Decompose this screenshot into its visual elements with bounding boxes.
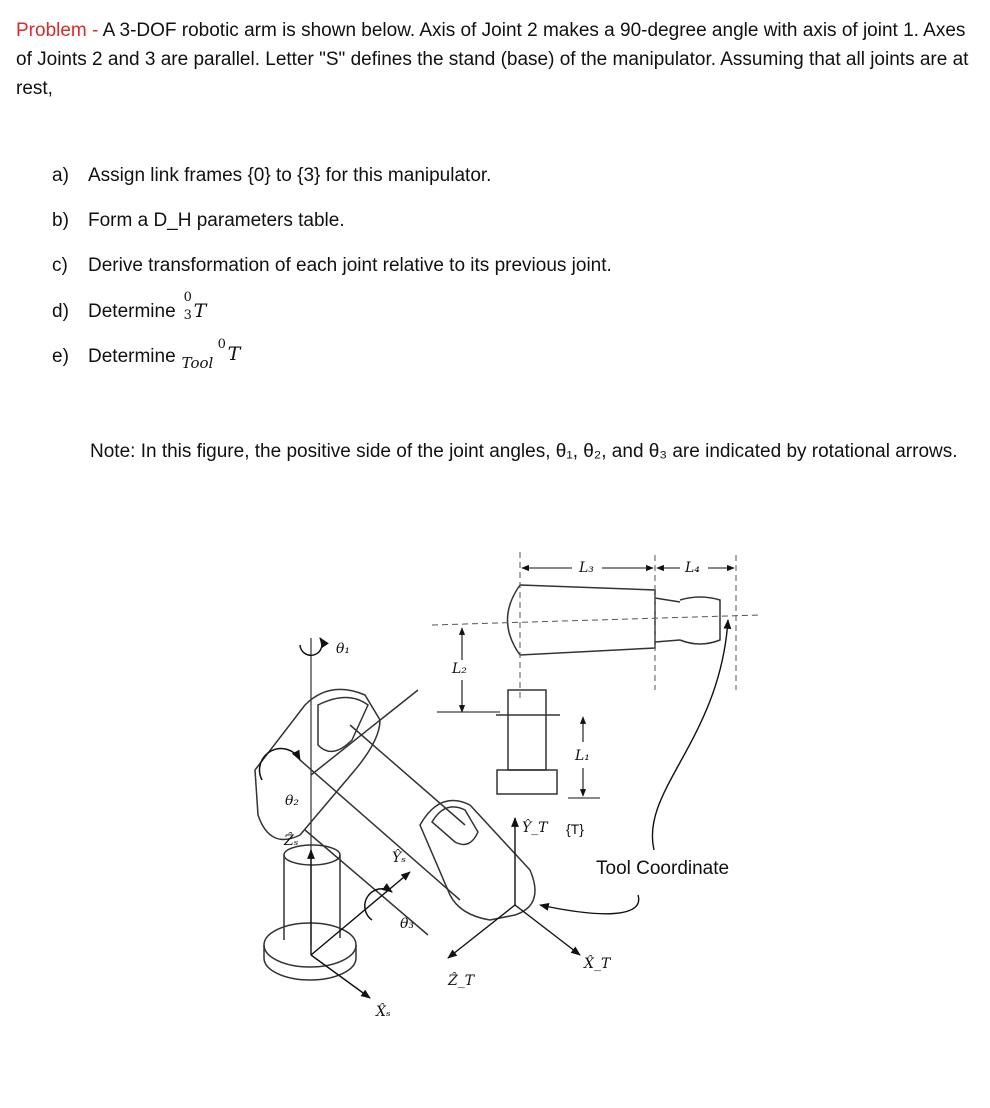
coordinate-axes (311, 818, 580, 998)
theta2-label: θ₂ (285, 793, 300, 809)
XS-label: X̂ₛ (376, 1004, 391, 1020)
task-text: Assign link frames {0} to {3} for this manipulator. (88, 165, 492, 186)
transform-sub: Tool (181, 354, 214, 372)
transform-sub: 3 (183, 308, 192, 323)
T-frame-label: {T} (566, 821, 584, 837)
rotation-arrows (260, 638, 392, 920)
note-text: Note: In this figure, the positive side of the joint angles, θ₁, θ₂, and θ₃ are indicated by rotational arrows. (90, 441, 958, 462)
elbow-face (432, 807, 478, 845)
task-letter: a) (52, 165, 69, 186)
transform-sup: 0 (183, 290, 192, 305)
YT-label: Ŷ_T (522, 820, 548, 836)
tool-leader-lower (540, 895, 639, 914)
transform-sup: 0 (217, 337, 226, 352)
robot-drawing (255, 585, 720, 980)
task-text: Determine (88, 301, 176, 322)
theta3-label: θ₃ (400, 916, 415, 932)
task-text: Determine (88, 346, 176, 367)
task-letter: c) (52, 255, 68, 276)
top-link-joint (655, 598, 680, 602)
forearm-post (508, 690, 546, 770)
L2-label: L₂ (452, 661, 467, 677)
task-letter: b) (52, 210, 69, 231)
transform-T: T (193, 300, 207, 322)
problem-dash: - (86, 20, 103, 41)
base-disk-side (264, 945, 356, 980)
top-link-joint (655, 640, 680, 642)
task-letter: d) (52, 301, 69, 322)
XT-axis (515, 905, 580, 955)
elbow-housing (420, 801, 535, 921)
dimension-guides (432, 552, 760, 700)
problem-label: Problem (16, 20, 87, 41)
ZS-label: Ẑₛ (284, 833, 299, 849)
L4-label: L₄ (685, 560, 700, 576)
shoulder-face (318, 698, 368, 752)
transform-T: T (227, 343, 241, 365)
XT-label: X̂_T (584, 956, 611, 972)
task-letter: e) (52, 346, 69, 367)
problem-text: A 3-DOF robotic arm is shown below. Axis of Joint 2 makes a 90-degree angle with axis of joint 1. Axes of Joints 2 and 3 are parallel. Letter "S" defines the stand (base) of the manipulator. Assuming that all joints are at rest, (16, 20, 969, 99)
tool-flange (680, 597, 720, 644)
theta2-rotation-arrow (260, 749, 300, 780)
task-text: Derive transformation of each joint relative to its previous joint. (88, 255, 612, 276)
L1-label: L₁ (575, 748, 590, 764)
tool-coordinate-label: Tool Coordinate (596, 858, 730, 879)
theta1-label: θ₁ (336, 641, 351, 657)
YS-axis (311, 872, 410, 955)
top-link (508, 585, 656, 655)
ZT-axis (448, 905, 515, 958)
ZT-label: Ẑ_T (448, 973, 475, 989)
upper-arm-edge (300, 760, 460, 900)
upper-arm-edge (350, 725, 465, 825)
forearm-block (497, 770, 557, 794)
dim-guide (432, 615, 760, 625)
L3-label: L₃ (579, 560, 594, 576)
task-text: Form a D_H parameters table. (88, 210, 345, 231)
tool-leader-upper (652, 620, 728, 850)
YS-label: Ŷₛ (392, 850, 406, 866)
